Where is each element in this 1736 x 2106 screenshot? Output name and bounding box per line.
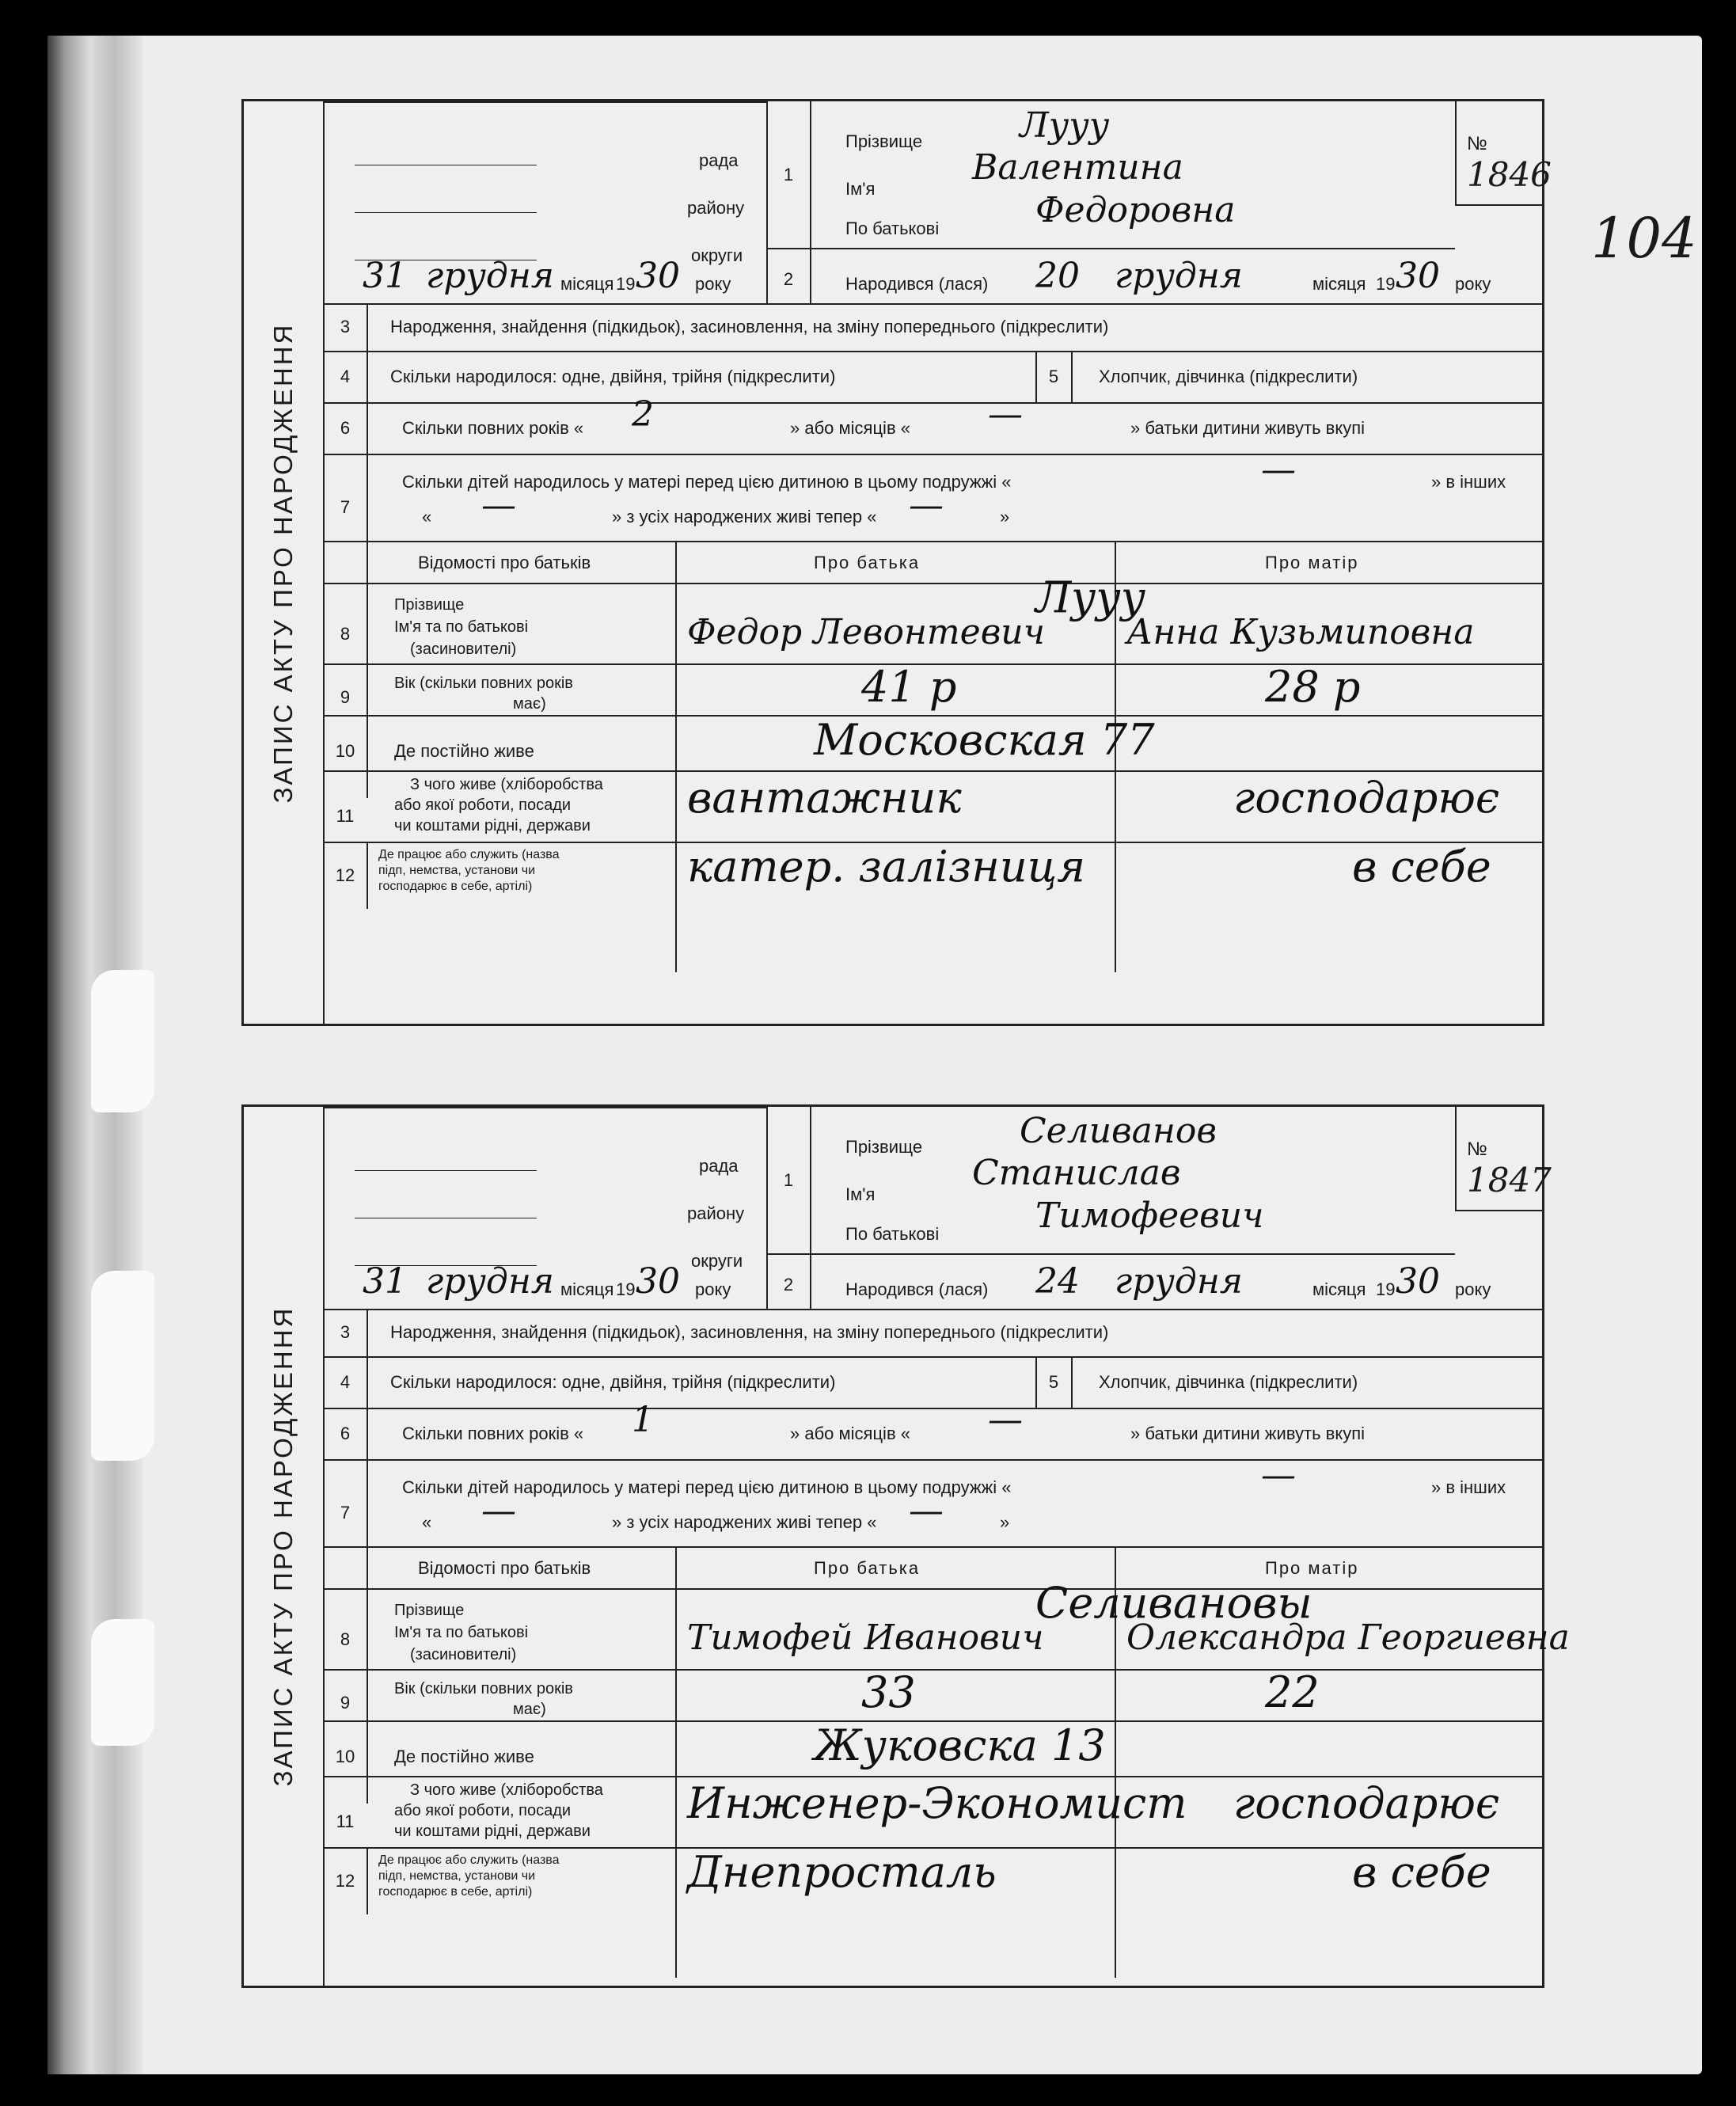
form-text: 19 <box>616 274 636 294</box>
child-name: Станислав <box>972 1153 1181 1193</box>
rule-line <box>1455 101 1457 204</box>
parents-header: Відомості про батьків <box>418 553 591 572</box>
child-patronymic: Федоровна <box>1035 190 1236 230</box>
rule-line <box>367 1847 368 1914</box>
form-text: 9 <box>340 1693 351 1713</box>
form-text: 8 <box>340 1629 351 1649</box>
form-text: » батьки дитини живуть вкупі <box>1130 418 1366 438</box>
rule-line <box>323 402 1542 404</box>
row9-label <box>394 673 573 714</box>
form-text: Прізвище <box>394 1602 465 1619</box>
form-text: господарює в себе, артілі) <box>378 1885 533 1899</box>
rule-line <box>766 248 1455 249</box>
cohabitation-years: 1 <box>632 1400 654 1440</box>
form-text: 4 <box>340 1372 351 1392</box>
form-text: 19 <box>1376 274 1396 294</box>
birth-year: 30 <box>1396 256 1440 296</box>
form-text: 2 <box>783 269 794 289</box>
form-text: » в інших <box>1431 1477 1506 1497</box>
form-text: року <box>695 1279 731 1299</box>
patronymic-label: По батькові <box>845 1224 940 1244</box>
child-patronymic: Тимофеевич <box>1035 1196 1264 1236</box>
form-text: 19 <box>616 1279 636 1299</box>
council-label: рада <box>699 150 739 170</box>
form-text: 6 <box>340 1424 351 1443</box>
rule-line <box>766 1253 1455 1255</box>
form-text: 10 <box>335 1747 355 1766</box>
paper-tear <box>91 970 154 1112</box>
birth-day: 24 <box>1035 1261 1080 1302</box>
mother-workplace: в себе <box>1352 1847 1491 1897</box>
row12-label <box>378 1853 560 1900</box>
form-text: 7 <box>340 1503 351 1522</box>
form-text: 11 <box>336 1811 355 1831</box>
other-children: — <box>481 485 516 526</box>
form-text: 1 <box>783 1170 794 1190</box>
rule-line <box>766 1107 768 1309</box>
form-text: підп, немства, установи чи <box>378 864 536 877</box>
form-text: 10 <box>335 741 355 761</box>
form-text: 11 <box>336 806 355 826</box>
name-label: Ім'я <box>845 1184 876 1204</box>
parents-surname: Селивановы <box>1035 1578 1312 1628</box>
form-text: господарює в себе, артілі) <box>378 880 533 893</box>
form-text: Прізвище <box>394 596 465 614</box>
row10-label: Де постійно живе <box>394 1747 534 1766</box>
form-text: 3 <box>340 1322 351 1342</box>
mother-header: Про матір <box>1265 553 1359 572</box>
form-text: (засиновителі) <box>410 641 517 658</box>
form-text: або якої роботи, посади <box>394 1802 572 1819</box>
rule-line <box>323 770 1542 772</box>
form-text: 1 <box>783 165 794 184</box>
rule-line <box>355 1170 537 1171</box>
rule-line <box>323 303 1542 305</box>
form-text: 4 <box>340 367 351 386</box>
form-text: № <box>1467 133 1487 154</box>
form-side-title <box>244 101 325 1024</box>
rule-line <box>323 1669 1542 1671</box>
form-text: Скільки повних років « <box>402 1424 584 1443</box>
rule-line <box>1035 1356 1037 1408</box>
registration-month: грудня <box>426 1261 554 1302</box>
form-text: Скільки дітей народилось у матері перед цією дитиною в цьому подружжі « <box>402 472 1012 492</box>
okrug-label: округи <box>691 245 743 265</box>
corner-mark: 104 <box>1591 206 1697 271</box>
form-text: Ім'я та по батькові <box>394 1624 529 1641</box>
rule-line <box>323 101 325 303</box>
cohabitation-months: — <box>988 394 1023 435</box>
prior-children: — <box>1261 450 1296 490</box>
row3-text: Народження, знайдення (підкидьок), засиновлення, на зміну попереднього (підкреслити) <box>390 1322 1109 1342</box>
form-text: Вік (скільки повних років <box>394 1680 573 1697</box>
prior-children: — <box>1261 1455 1296 1496</box>
form-text: Скільки повних років « <box>402 418 584 438</box>
row8-label <box>394 594 528 660</box>
form-text: має) <box>513 1701 546 1718</box>
form-text: 2 <box>783 1275 794 1294</box>
row12-label <box>378 847 560 895</box>
form-text: « <box>422 507 432 526</box>
patronymic-label: По батькові <box>845 219 940 238</box>
form-text: має) <box>513 695 546 713</box>
registration-year: 30 <box>636 1261 680 1302</box>
form-text: » батьки дитини живуть вкупі <box>1130 1424 1366 1443</box>
mother-occupation: господарює <box>1233 1778 1500 1828</box>
form-text: 6 <box>340 418 351 438</box>
form-text: » <box>1000 507 1010 526</box>
form-text: » <box>1000 1512 1010 1532</box>
record-number <box>1467 1139 1552 1199</box>
rule-line <box>323 1459 1542 1461</box>
rule-line <box>1455 1210 1542 1211</box>
form-text: 19 <box>1376 1279 1396 1299</box>
father-name: Тимофей Иванович <box>687 1618 1044 1658</box>
row5-text: Хлопчик, дівчинка (підкреслити) <box>1099 1372 1358 1392</box>
form-text: місяця <box>560 274 614 294</box>
rule-line <box>323 1588 1542 1590</box>
row5-text: Хлопчик, дівчинка (підкреслити) <box>1099 367 1358 386</box>
form-text: року <box>1455 274 1491 294</box>
form-text: № <box>1467 1139 1487 1160</box>
form-text: З чого живе (хліборобства <box>410 776 603 793</box>
mother-occupation: господарює <box>1233 773 1500 823</box>
district-label: району <box>687 1203 745 1223</box>
form-text: « <box>422 1512 432 1532</box>
child-name: Валентина <box>972 147 1183 188</box>
rule-line <box>1455 1107 1457 1210</box>
form-text: 1847 <box>1467 1161 1552 1199</box>
mother-name: Олександра Георгиевна <box>1126 1618 1570 1658</box>
rule-line <box>323 583 1542 584</box>
rule-line <box>323 1356 1542 1358</box>
form-text: 5 <box>1048 1372 1059 1392</box>
form-text: місяця <box>1312 274 1366 294</box>
form-text: 1846 <box>1467 155 1552 194</box>
surname-label: Прізвище <box>845 1137 923 1157</box>
father-occupation: Инженер-Экономист <box>687 1778 1187 1828</box>
form-text: або якої роботи, посади <box>394 796 572 814</box>
form-text: Де працює або служить (назва <box>378 848 560 861</box>
registration-day: 31 <box>363 256 407 296</box>
father-workplace: катер. залізниця <box>687 842 1086 891</box>
rule-line <box>810 1107 811 1309</box>
form-text: » з усіх народжених живі тепер « <box>612 507 877 526</box>
council-label: рада <box>699 1156 739 1176</box>
mother-workplace: в себе <box>1352 842 1491 891</box>
rule-line <box>675 541 677 972</box>
form-text: місяця <box>560 1279 614 1299</box>
name-label: Ім'я <box>845 179 876 199</box>
father-age: 33 <box>861 1667 916 1717</box>
birth-month: грудня <box>1115 1261 1243 1302</box>
rule-line <box>323 1546 1542 1548</box>
born-label: Народився (лася) <box>845 274 989 294</box>
mother-header: Про матір <box>1265 1558 1359 1578</box>
registration-day: 31 <box>363 1261 407 1302</box>
address: Московская 77 <box>814 715 1155 765</box>
form-text: місяця <box>1312 1279 1366 1299</box>
paper-tear <box>91 1619 154 1746</box>
father-occupation: вантажник <box>687 773 962 823</box>
paper-tear <box>91 1271 154 1461</box>
form-text: Вік (скільки повних років <box>394 675 573 692</box>
father-name: Федор Левонтевич <box>687 612 1046 652</box>
row11-label <box>394 1780 603 1842</box>
row8-label <box>394 1599 528 1666</box>
row9-label <box>394 1678 573 1720</box>
form-text: 5 <box>1048 367 1059 386</box>
mother-age: 28 р <box>1265 662 1361 712</box>
row4-text: Скільки народилося: одне, двійня, трійня (підкреслити) <box>390 367 836 386</box>
row10-label: Де постійно живе <box>394 741 534 761</box>
rule-line <box>1455 204 1542 206</box>
born-label: Народився (лася) <box>845 1279 989 1299</box>
rule-line <box>355 212 537 213</box>
cohabitation-years: 2 <box>632 394 654 435</box>
form-text: підп, немства, установи чи <box>378 1869 536 1883</box>
form-text: (засиновителі) <box>410 1646 517 1663</box>
form-text: чи коштами рідні, держави <box>394 817 591 834</box>
form-text: » з усіх народжених живі тепер « <box>612 1512 877 1532</box>
form-side-title <box>244 1107 325 1986</box>
rule-line <box>323 1776 1542 1777</box>
form-text: чи коштами рідні, держави <box>394 1823 591 1840</box>
form-text: » або місяців « <box>790 418 910 438</box>
form-text: 12 <box>335 1871 355 1891</box>
form-text: » або місяців « <box>790 1424 910 1443</box>
record-number <box>1467 133 1552 194</box>
rule-line <box>1071 351 1073 402</box>
father-header: Про батька <box>814 1558 921 1578</box>
rule-line <box>1035 351 1037 402</box>
registration-year: 30 <box>636 256 680 296</box>
okrug-label: округи <box>691 1251 743 1271</box>
address: Жуковска 13 <box>814 1720 1106 1770</box>
father-workplace: Днепросталь <box>687 1847 997 1897</box>
surname-label: Прізвище <box>845 131 923 151</box>
rule-line <box>323 541 1542 542</box>
birth-day: 20 <box>1035 256 1080 296</box>
form-text: ЗАПИС АКТУ ПРО НАРОДЖЕННЯ <box>268 1306 298 1787</box>
rule-line <box>323 1309 1542 1310</box>
form-text: 12 <box>335 865 355 885</box>
book-spine <box>47 36 142 2074</box>
rule-line <box>675 1546 677 1978</box>
child-surname: Селиванов <box>1020 1111 1217 1151</box>
birth-year: 30 <box>1396 1261 1440 1302</box>
form-text: 9 <box>340 687 351 707</box>
form-text: 7 <box>340 497 351 517</box>
rule-line <box>367 842 368 909</box>
rule-line <box>1071 1356 1073 1408</box>
row4-text: Скільки народилося: одне, двійня, трійня (підкреслити) <box>390 1372 836 1392</box>
form-text: З чого живе (хліборобства <box>410 1781 603 1799</box>
row3-text: Народження, знайдення (підкидьок), засиновлення, на зміну попереднього (підкреслити) <box>390 317 1109 336</box>
rule-line <box>323 1107 325 1309</box>
living-children: — <box>909 1491 944 1531</box>
rule-line <box>323 1408 1542 1409</box>
parents-header: Відомості про батьків <box>418 1558 591 1578</box>
form-text: ЗАПИС АКТУ ПРО НАРОДЖЕННЯ <box>268 322 298 803</box>
birth-record-form-2 <box>241 1104 1570 1988</box>
rule-line <box>367 1309 368 1804</box>
living-children: — <box>909 485 944 526</box>
rule-line <box>367 303 368 798</box>
child-surname: Лууу <box>1020 105 1110 146</box>
rule-line <box>766 101 768 303</box>
form-text: 8 <box>340 624 351 644</box>
rule-line <box>323 1107 766 1108</box>
rule-line <box>323 351 1542 352</box>
form-text: Де працює або служить (назва <box>378 1853 560 1867</box>
form-text: року <box>1455 1279 1491 1299</box>
form-text: року <box>695 274 731 294</box>
rule-line <box>323 101 766 103</box>
form-text: » в інших <box>1431 472 1506 492</box>
father-age: 41 р <box>861 662 957 712</box>
form-text: Ім'я та по батькові <box>394 618 529 636</box>
birth-record-form-1 <box>241 99 1552 1026</box>
district-label: району <box>687 198 745 218</box>
other-children: — <box>481 1491 516 1531</box>
mother-age: 22 <box>1265 1667 1320 1717</box>
mother-name: Анна Кузьмиповна <box>1126 612 1475 652</box>
parents-surname: Лууу <box>1035 572 1146 622</box>
cohabitation-months: — <box>988 1400 1023 1440</box>
rule-line <box>810 101 811 303</box>
rule-line <box>323 454 1542 455</box>
father-header: Про батька <box>814 553 921 572</box>
form-text: 3 <box>340 317 351 336</box>
registration-month: грудня <box>426 256 554 296</box>
birth-month: грудня <box>1115 256 1243 296</box>
form-text: Скільки дітей народилось у матері перед цією дитиною в цьому подружжі « <box>402 1477 1012 1497</box>
row11-label <box>394 774 603 836</box>
